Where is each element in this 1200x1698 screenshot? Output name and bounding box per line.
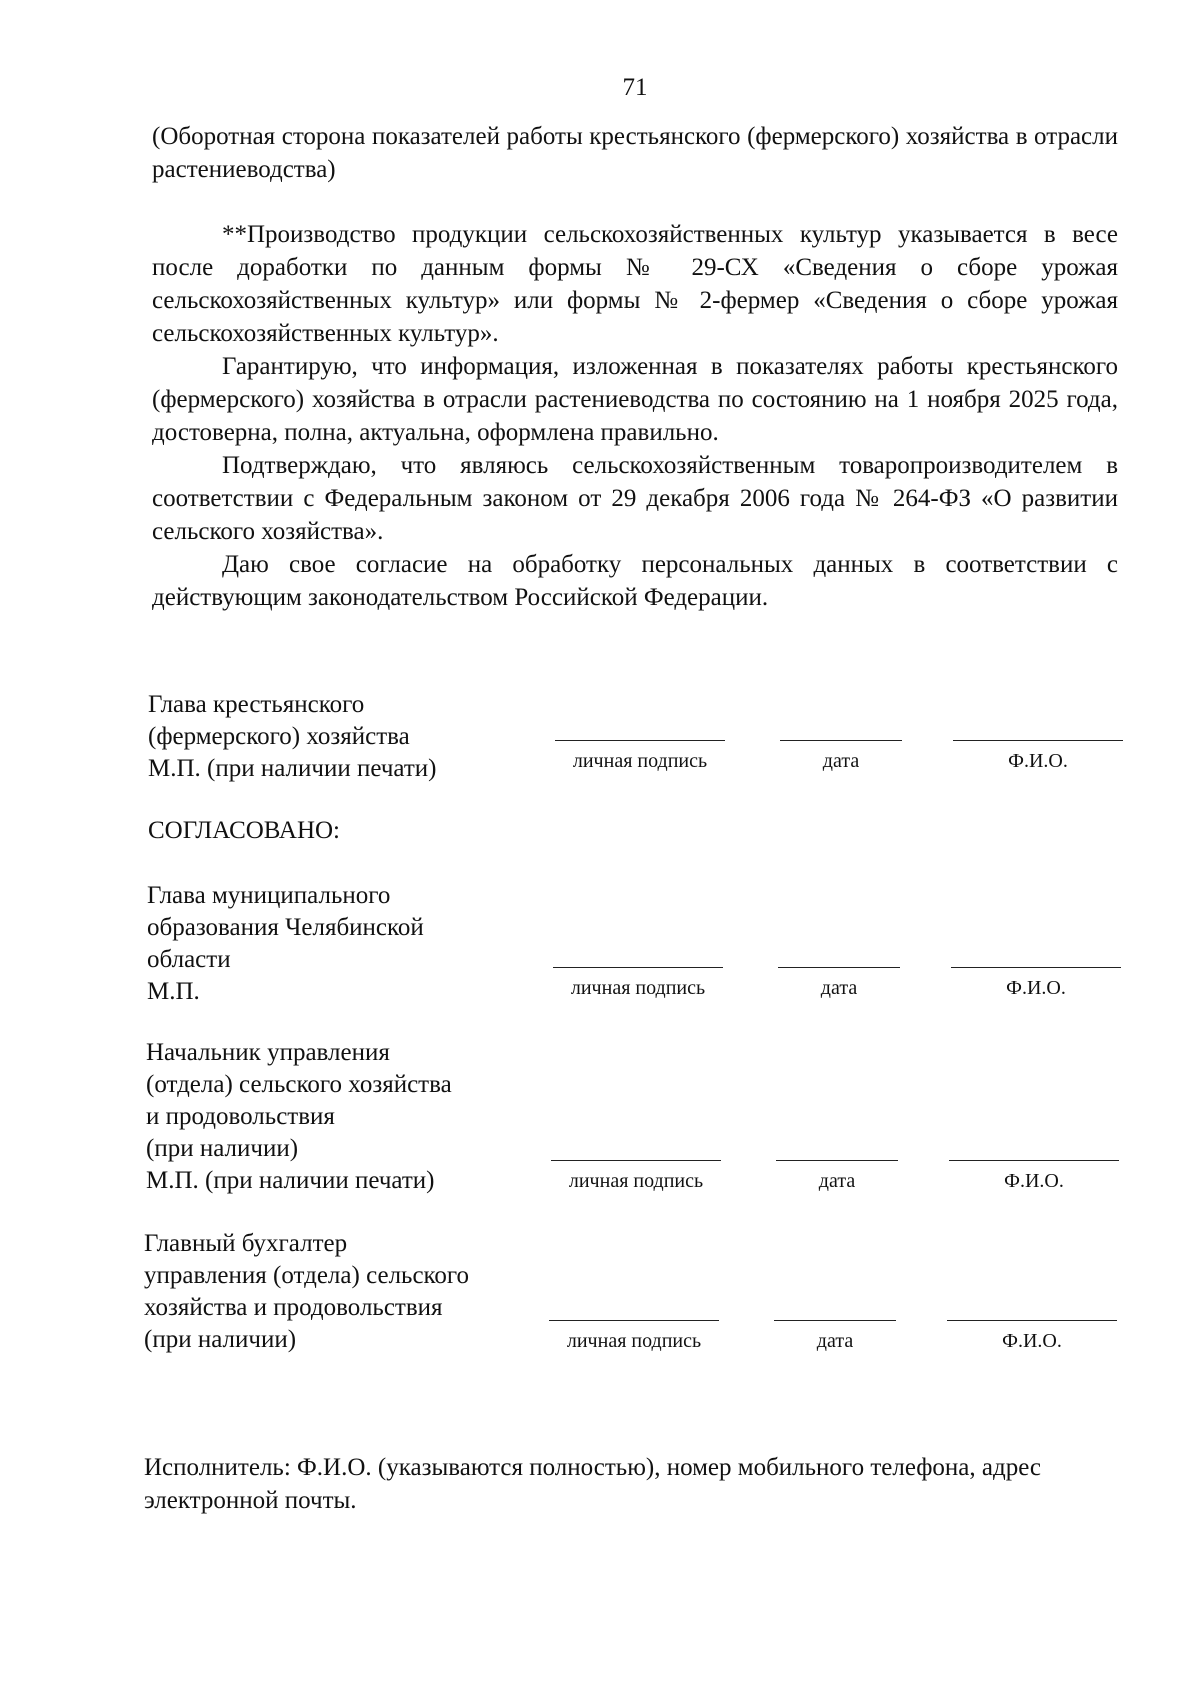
signature-line[interactable] [555, 740, 725, 741]
page-number: 71 [622, 74, 648, 101]
fio-caption: Ф.И.О. [1002, 1330, 1062, 1352]
paragraph-production-note: **Производство продукции сельскохозяйственных культур указывается в весе после доработки по данным формы № 29-СХ «Сведения о сборе урожая сельскохозяйственных культур» или формы № 2-фермер «Сведения о сборе урожая сельскохозяйственных культур». [152, 221, 1118, 347]
body-text [152, 218, 1118, 614]
section-header [152, 120, 1118, 186]
fio-caption: Ф.И.О. [1004, 1170, 1064, 1192]
signatory-label-municipal-head: Глава муниципального образования Челябинской области М.П. [147, 882, 424, 1005]
signatory-label-farm-head: Глава крестьянского (фермерского) хозяйства М.П. (при наличии печати) [148, 691, 437, 782]
fio-caption: Ф.И.О. [1006, 977, 1066, 999]
fio-line[interactable] [949, 1160, 1119, 1161]
paragraph-consent: Даю свое согласие на обработку персональных данных в соответствии с действующим законодательством Российской Федерации. [152, 551, 1118, 611]
paragraph-guarantee: Гарантирую, что информация, изложенная в показателях работы крестьянского (фермерского) хозяйства в отрасли растениеводства по состоянию на 1 ноября 2025 года, достоверна, полна, актуальна, оформлена правильно. [152, 353, 1118, 446]
fio-line[interactable] [953, 740, 1123, 741]
signature-caption: личная подпись [568, 1170, 704, 1192]
fio-line[interactable] [947, 1320, 1117, 1321]
signature-line[interactable] [553, 967, 723, 968]
paragraph-confirmation: Подтверждаю, что являюсь сельскохозяйственным товаропроизводителем в соответствии с Федеральным законом от 29 декабря 2006 года № 264-ФЗ «О развитии сельского хозяйства». [152, 452, 1118, 545]
header-text: (Оборотная сторона показателей работы крестьянского (фермерского) хозяйства в отрасли растениеводства) [152, 123, 1118, 183]
signature-caption: личная подпись [566, 1330, 702, 1352]
agreed-title: СОГЛАСОВАНО: [148, 817, 341, 844]
signature-line[interactable] [551, 1160, 721, 1161]
fio-caption: Ф.И.О. [1008, 750, 1068, 772]
date-line[interactable] [778, 967, 900, 968]
signature-caption: личная подпись [572, 750, 708, 772]
date-line[interactable] [774, 1320, 896, 1321]
date-line[interactable] [780, 740, 902, 741]
date-caption: дата [818, 1170, 856, 1192]
date-caption: дата [816, 1330, 854, 1352]
signature-caption: личная подпись [570, 977, 706, 999]
signature-line[interactable] [549, 1320, 719, 1321]
signatory-label-chief-accountant: Главный бухгалтер управления (отдела) сельского хозяйства и продовольствия (при наличии) [144, 1230, 470, 1353]
fio-line[interactable] [951, 967, 1121, 968]
signatory-label-department-head: Начальник управления (отдела) сельского хозяйства и продовольствия (при наличии) М.П. (при наличии печати) [146, 1039, 452, 1194]
date-caption: дата [820, 977, 858, 999]
date-caption: дата [822, 750, 860, 772]
executor-note: Исполнитель: Ф.И.О. (указываются полностью), номер мобильного телефона, адрес электронной почты. [144, 1454, 1042, 1514]
date-line[interactable] [776, 1160, 898, 1161]
